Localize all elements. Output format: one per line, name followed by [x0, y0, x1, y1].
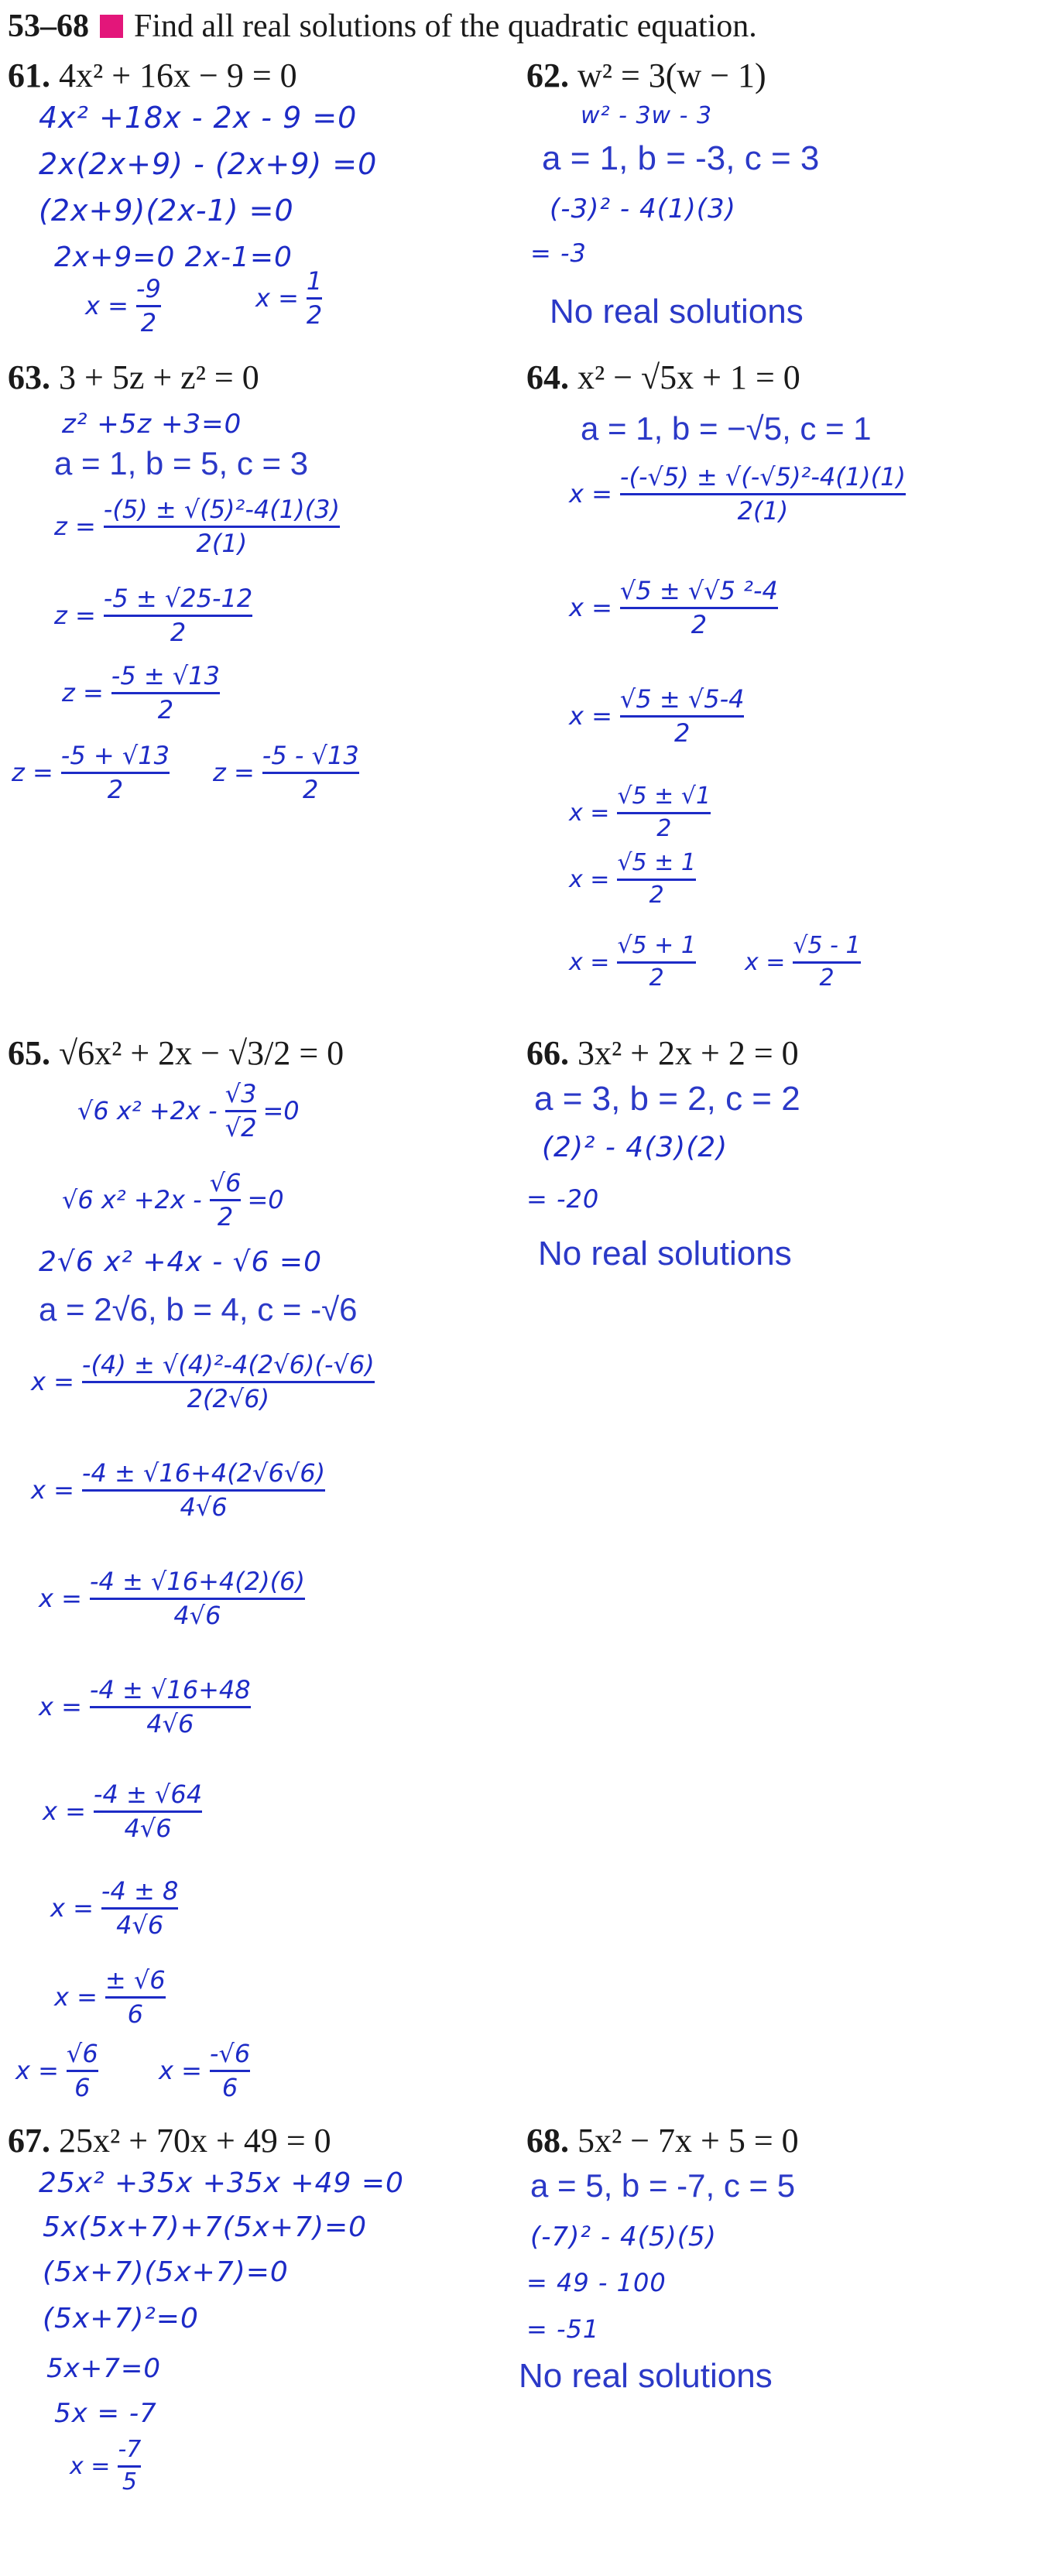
- instruction-text: Find all real solutions of the quadratic equation.: [134, 9, 757, 44]
- p62-result: No real solutions: [550, 293, 804, 331]
- p67-step-6: 5x = -7: [54, 2398, 157, 2429]
- p65-formula-3: x = $\frac{-4 \pm √16+4(2)(6)}{4√6}$: [39, 1567, 305, 1630]
- p65-formula-2: x = $\frac{-4 \pm √16+4(2√6√6)}{4√6}$: [31, 1458, 326, 1522]
- p61-step-4: 2x+9=0 2x-1=0: [54, 242, 293, 273]
- p67-step-2: 5x(5x+7)+7(5x+7)=0: [43, 2211, 368, 2243]
- p63-solution-2: z = $\frac{-5 - √13}{2}$: [213, 741, 359, 804]
- p63-formula-1: z = $\frac{\text{-(5) ± √(5)²-4(1)(3)}}{2(1)}$: [54, 495, 340, 558]
- p61-solution-2: x = $\frac{1}{2}$: [255, 266, 323, 330]
- p66-step-1: (2)² - 4(3)(2): [542, 1132, 728, 1163]
- p65-formula-5: x = $\frac{-4 \pm √64}{4√6}$: [43, 1780, 203, 1843]
- p65-line-2: √6 x² +2x - $\frac{√6}{2}$ =0: [62, 1168, 284, 1231]
- p65-formula-1: x = $\frac{\text{-(4) ± √(4)²-4(2√6)(-√6)}}{2(2√6)}$: [31, 1350, 375, 1413]
- p65-formula-6: x = $\frac{-4 \pm 8}{4√6}$: [50, 1876, 179, 1940]
- p64-formula-3: x = $\frac{√5 \pm √5-4}{2}$: [569, 684, 745, 748]
- p66-coefficients: a = 3, b = 2, c = 2: [534, 1080, 800, 1118]
- p68-result: No real solutions: [519, 2357, 773, 2395]
- p67-step-5: 5x+7=0: [46, 2353, 161, 2384]
- p68-step-1: (-7)² - 4(5)(5): [530, 2221, 717, 2252]
- p61-step-1: 4x² +18x - 2x - 9 =0: [39, 101, 358, 135]
- p64-formula-5: x = $\frac{√5 \pm 1}{2}$: [569, 849, 696, 909]
- p63-solution-1: z = $\frac{-5 + √13}{2}$: [12, 741, 170, 804]
- p62-step-3: = -3: [530, 238, 587, 268]
- bullet-square-icon: [100, 15, 123, 38]
- problem-range: 53–68: [8, 9, 89, 44]
- p61-solution-1: x = $\frac{-9}{2}$: [85, 274, 161, 337]
- p67-step-4: (5x+7)²=0: [43, 2303, 199, 2334]
- problem-63-statement: 63. 3 + 5z + z² = 0: [8, 358, 259, 396]
- p65-line-1: √6 x² +2x - $\frac{√3}{√2}$ =0: [77, 1079, 300, 1142]
- problem-61-statement: 61. 4x² + 16x − 9 = 0: [8, 57, 297, 94]
- p63-coefficients: a = 1, b = 5, c = 3: [54, 445, 309, 481]
- p62-step-1: w² - 3w - 3: [581, 102, 713, 129]
- problem-66-statement: 66. 3x² + 2x + 2 = 0: [526, 1034, 799, 1072]
- problem-68-statement: 68. 5x² − 7x + 5 = 0: [526, 2122, 799, 2160]
- p65-solution-2: x = $\frac{-√6}{6}$: [159, 2039, 251, 2102]
- p65-line-3: 2√6 x² +4x - √6 =0: [39, 1246, 322, 1278]
- p64-solution-1: x = $\frac{√5 + 1}{2}$: [569, 932, 696, 992]
- problem-67-statement: 67. 25x² + 70x + 49 = 0: [8, 2122, 331, 2160]
- p64-formula-4: x = $\frac{√5 \pm √1}{2}$: [569, 783, 711, 842]
- p68-step-2: = 49 - 100: [526, 2268, 667, 2297]
- p68-step-3: = -51: [526, 2314, 600, 2344]
- p63-formula-3: z = $\frac{-5 \pm √13}{2}$: [62, 661, 220, 724]
- p67-step-1: 25x² +35x +35x +49 =0: [39, 2167, 404, 2199]
- p62-step-2: (-3)² - 4(1)(3): [550, 194, 736, 224]
- p61-step-2: 2x(2x+9) - (2x+9) =0: [39, 147, 378, 181]
- p62-coefficients: a = 1, b = -3, c = 3: [542, 139, 820, 177]
- p67-solution: x = $\frac{-7}{5}$: [70, 2436, 142, 2496]
- p65-formula-4: x = $\frac{-4 \pm √16+48}{4√6}$: [39, 1675, 251, 1738]
- p63-step-1: z² +5z +3=0: [62, 409, 242, 440]
- problem-64-statement: 64. x² − √5x + 1 = 0: [526, 358, 800, 396]
- p63-formula-2: z = $\frac{-5 \pm √25-12}{2}$: [54, 584, 253, 647]
- p64-solution-2: x = $\frac{√5 - 1}{2}$: [745, 932, 861, 992]
- p66-step-2: = -20: [526, 1184, 600, 1214]
- problem-62-statement: 62. w² = 3(w − 1): [526, 57, 766, 94]
- p67-step-3: (5x+7)(5x+7)=0: [43, 2256, 289, 2288]
- p64-formula-2: x = $\frac{\text{√5 ± √√5 ²-4}}{2}$: [569, 576, 778, 639]
- p65-solution-1: x = $\frac{√6}{6}$: [15, 2039, 98, 2102]
- p68-coefficients: a = 5, b = -7, c = 5: [530, 2167, 796, 2204]
- p66-result: No real solutions: [538, 1235, 792, 1273]
- p64-coefficients: a = 1, b = −√5, c = 1: [581, 410, 872, 447]
- p61-step-3: (2x+9)(2x-1) =0: [39, 194, 294, 228]
- p65-coefficients: a = 2√6, b = 4, c = -√6: [39, 1291, 358, 1327]
- problem-65-statement: 65. √6x² + 2x − √3/2 = 0: [8, 1034, 344, 1072]
- section-header: [8, 8, 757, 45]
- p64-formula-1: x = $\frac{\text{-(-√5) ± √(-√5)²-4(1)(1)}}{2(1)}$: [569, 462, 906, 526]
- p65-formula-7: x = $\frac{\pm √6}{6}$: [54, 1965, 166, 2029]
